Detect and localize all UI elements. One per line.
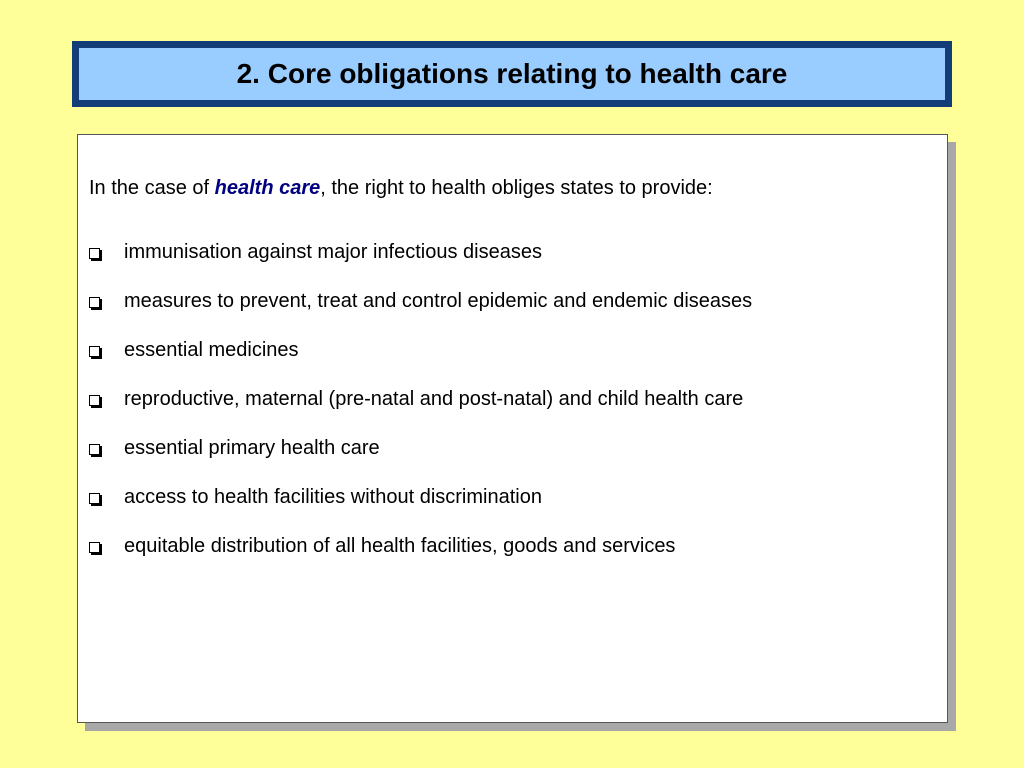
list-item-text: essential medicines [124,339,299,361]
list-item [89,290,752,339]
checkbox-icon [89,444,100,455]
title-banner [72,41,952,107]
checkbox-icon [89,297,100,308]
checkbox-icon [89,493,100,504]
list-item-text: equitable distribution of all health facilities, goods and services [124,535,676,557]
list-item-text: reproductive, maternal (pre-natal and post-natal) and child health care [124,388,744,410]
list-item-text: measures to prevent, treat and control epidemic and endemic diseases [124,290,753,312]
list-item [89,388,752,437]
list-item [89,437,752,486]
checkbox-icon [89,395,100,406]
list-item [89,486,752,535]
obligations-list [89,241,752,584]
slide-title: 2. Core obligations relating to health care [236,58,788,89]
list-item [89,339,752,388]
intro-text-before: In the case of [89,177,215,199]
checkbox-icon [89,542,100,553]
list-item [89,241,752,290]
content-box [77,134,948,723]
checkbox-icon [89,248,100,259]
list-item [89,535,752,584]
list-item-text: essential primary health care [124,437,380,459]
title-banner-inner [79,48,945,100]
list-item-text: access to health facilities without discrimination [124,486,542,508]
intro-emphasis: health care [214,177,321,199]
checkbox-icon [89,346,100,357]
intro-text-after: , the right to health obliges states to provide: [320,177,713,199]
list-item-text: immunisation against major infectious diseases [124,241,542,263]
intro-sentence [89,177,713,200]
